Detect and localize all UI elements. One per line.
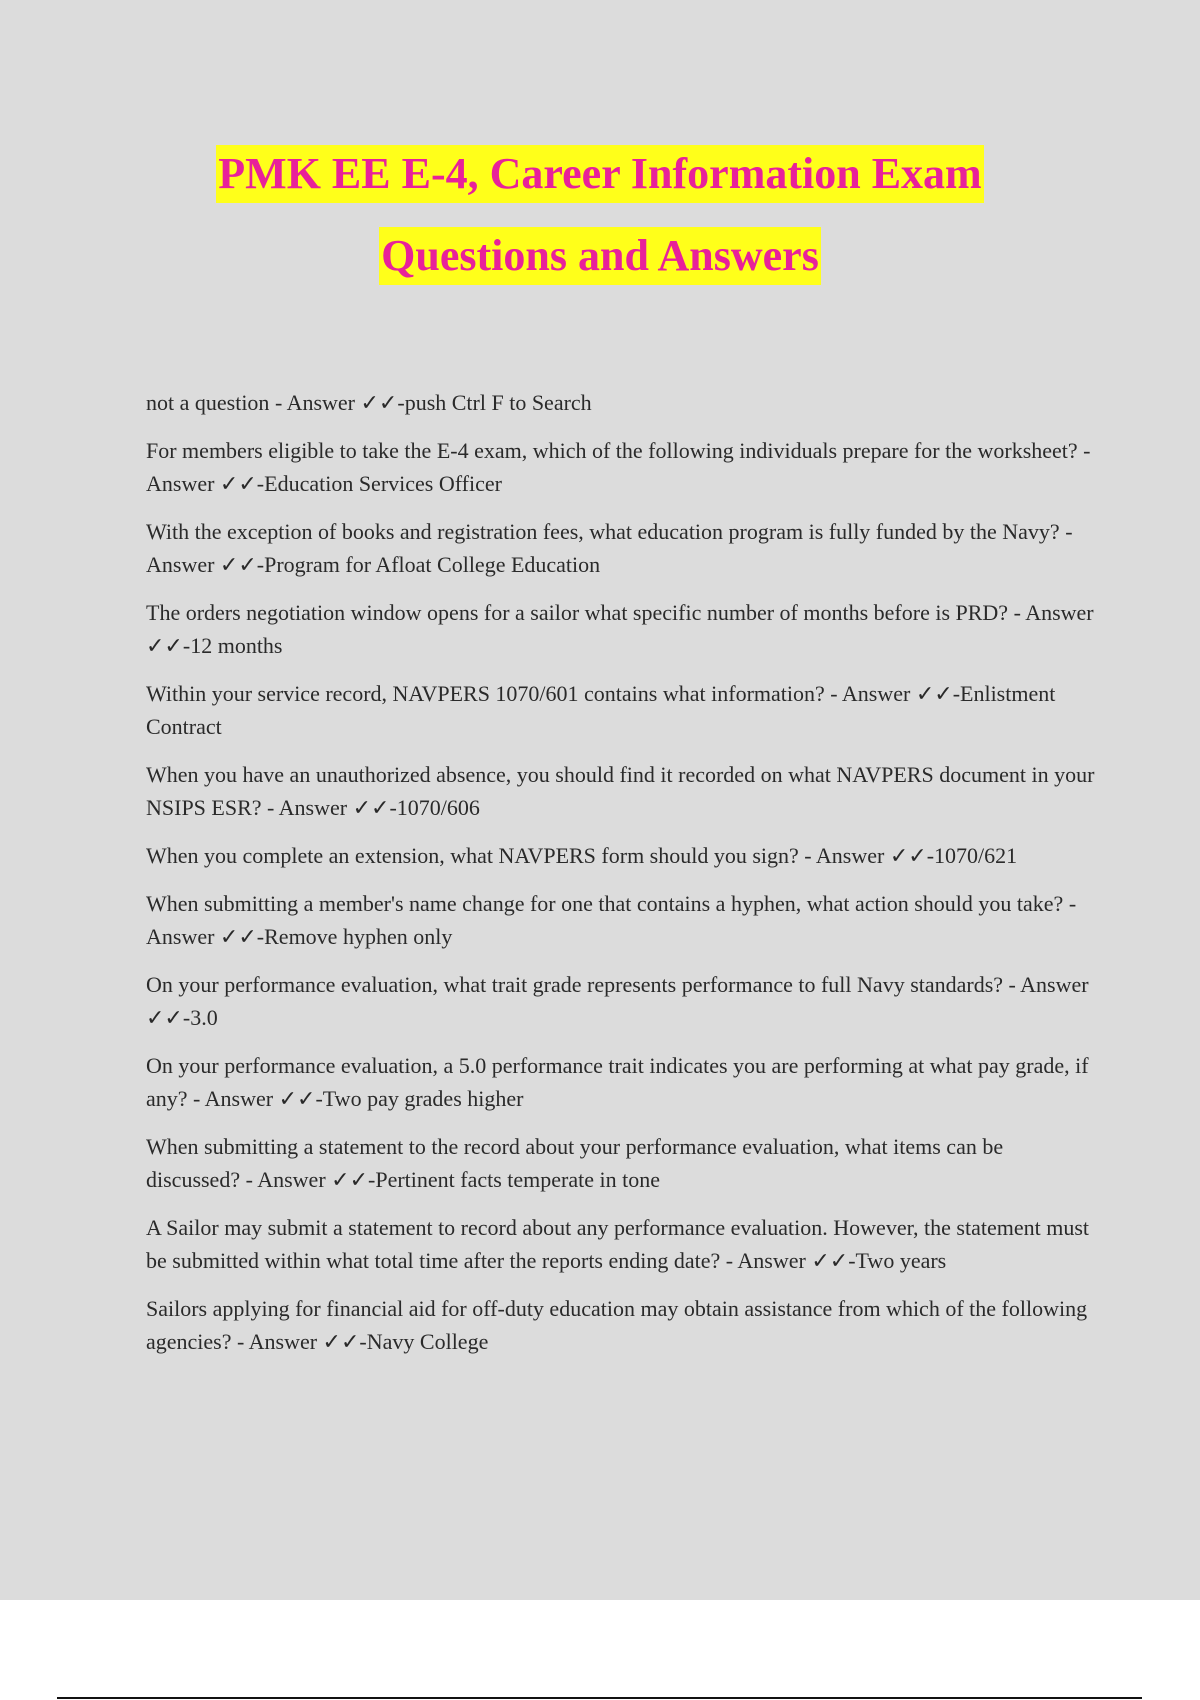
question-text: Sailors applying for financial aid for off-duty education may obtain assistance from which of the following agencies? <box>146 1296 1088 1354</box>
answer-marker: Answer ✓✓ <box>146 924 257 949</box>
qa-item: A Sailor may submit a statement to record about any performance evaluation. However, the statement must be submitted within what total time after the reports ending date? - Answer ✓✓-Two years <box>146 1215 1090 1273</box>
question-text: When you complete an extension, what NAVPERS form should you sign? <box>146 843 799 868</box>
answer-text: 3.0 <box>190 1005 218 1030</box>
question-text: not a question <box>146 390 270 415</box>
answer-marker: Answer ✓✓ <box>248 1329 360 1354</box>
question-text: When you have an unauthorized absence, you should find it recorded on what NAVPERS document in your NSIPS ESR? <box>146 762 1095 820</box>
answer-marker: Answer ✓✓ <box>286 390 398 415</box>
answer-text: Remove hyphen only <box>264 924 453 949</box>
answer-text: 12 months <box>190 633 283 658</box>
answer-text: Two pay grades higher <box>322 1086 524 1111</box>
qa-item: On your performance evaluation, what trait grade represents performance to full Navy standards? - Answer ✓✓-3.0 <box>146 972 1089 1030</box>
page-title-line-2: Questions and Answers <box>379 227 821 285</box>
answer-marker: Answer ✓✓ <box>257 1167 369 1192</box>
answer-marker: Answer ✓✓ <box>278 795 390 820</box>
qa-item: For members eligible to take the E-4 exam, which of the following individuals prepare for the worksheet? - Answer ✓✓-Education Services Officer <box>146 438 1091 496</box>
question-text: A Sailor may submit a statement to record about any performance evaluation. However, the statement must be submitted within what total time after the reports ending date? <box>146 1215 1090 1273</box>
page-bottom-divider <box>57 1697 1142 1699</box>
qa-item: not a question - Answer ✓✓-push Ctrl F to Search <box>146 390 592 415</box>
qa-item: Sailors applying for financial aid for off-duty education may obtain assistance from which of the following agencies? - Answer ✓✓-Navy College <box>146 1296 1088 1354</box>
qa-item: When submitting a member's name change for one that contains a hyphen, what action should you take? - Answer ✓✓-Remove hyphen only <box>146 891 1077 949</box>
answer-marker: Answer ✓✓ <box>146 552 257 577</box>
answer-text: Education Services Officer <box>264 471 502 496</box>
qa-list <box>146 386 1096 1373</box>
answer-text: Pertinent facts temperate in tone <box>375 1167 661 1192</box>
title-block <box>0 145 1200 285</box>
answer-text: Enlistment Contract <box>146 681 1056 739</box>
answer-text: 1070/621 <box>934 843 1018 868</box>
qa-item: When submitting a statement to the record about your performance evaluation, what items can be discussed? - Answer ✓✓-Pertinent facts temperate in tone <box>146 1134 1004 1192</box>
answer-marker: Answer ✓✓ <box>204 1086 316 1111</box>
question-text: Within your service record, NAVPERS 1070/601 contains what information? <box>146 681 825 706</box>
answer-marker: Answer ✓✓ <box>146 471 257 496</box>
answer-marker: Answer ✓✓ <box>146 972 1089 1030</box>
qa-item: When you complete an extension, what NAVPERS form should you sign? - Answer ✓✓-1070/621 <box>146 843 1018 868</box>
answer-text: Two years <box>855 1248 947 1273</box>
page-title-line-1: PMK EE E-4, Career Information Exam <box>216 145 983 203</box>
question-text: The orders negotiation window opens for a sailor what specific number of months before is PRD? <box>146 600 1009 625</box>
answer-marker: Answer ✓✓ <box>815 843 927 868</box>
question-text: When submitting a member's name change for one that contains a hyphen, what action should you take? <box>146 891 1064 916</box>
question-text: When submitting a statement to the record about your performance evaluation, what items can be discussed? <box>146 1134 1004 1192</box>
question-text: On your performance evaluation, what trait grade represents performance to full Navy standards? <box>146 972 1004 997</box>
answer-text: Program for Afloat College Education <box>264 552 601 577</box>
question-text: For members eligible to take the E-4 exam, which of the following individuals prepare for the worksheet? <box>146 438 1078 463</box>
qa-item: Within your service record, NAVPERS 1070/601 contains what information? - Answer ✓✓-Enlistment Contract <box>146 681 1056 739</box>
question-text: On your performance evaluation, a 5.0 performance trait indicates you are performing at what pay grade, if any? <box>146 1053 1089 1111</box>
qa-item: When you have an unauthorized absence, you should find it recorded on what NAVPERS document in your NSIPS ESR? - Answer ✓✓-1070/606 <box>146 762 1095 820</box>
answer-marker: Answer ✓✓ <box>146 600 1094 658</box>
answer-text: Navy College <box>366 1329 489 1354</box>
answer-text: push Ctrl F to Search <box>404 390 592 415</box>
answer-text: 1070/606 <box>396 795 480 820</box>
answer-marker: Answer ✓✓ <box>841 681 953 706</box>
qa-item: On your performance evaluation, a 5.0 performance trait indicates you are performing at what pay grade, if any? - Answer ✓✓-Two pay grades higher <box>146 1053 1089 1111</box>
answer-marker: Answer ✓✓ <box>737 1248 849 1273</box>
qa-item: With the exception of books and registration fees, what education program is fully funded by the Navy? - Answer ✓✓-Program for Afloat College Education <box>146 519 1073 577</box>
qa-item: The orders negotiation window opens for a sailor what specific number of months before is PRD? - Answer ✓✓-12 months <box>146 600 1094 658</box>
question-text: With the exception of books and registration fees, what education program is fully funded by the Navy? <box>146 519 1060 544</box>
